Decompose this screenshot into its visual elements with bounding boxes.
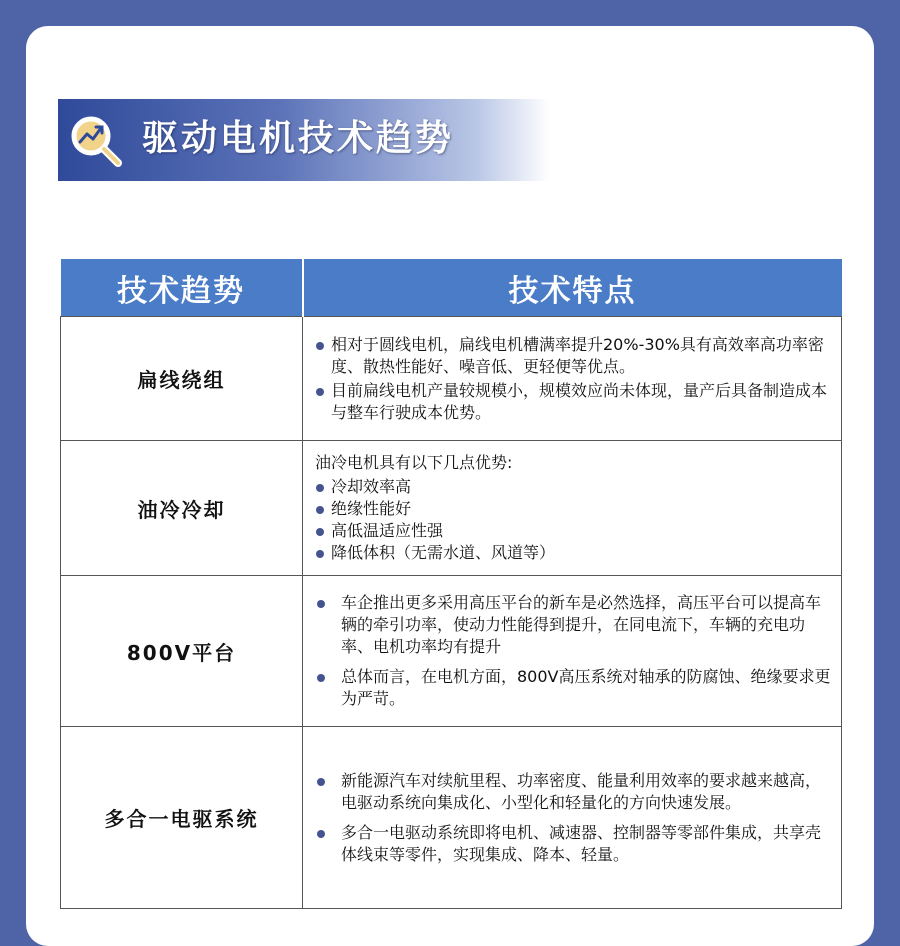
list-item: 绝缘性能好 [315,498,831,520]
trend-features [303,317,842,441]
table-row [61,441,842,576]
list-item: 新能源汽车对续航里程、功率密度、能量利用效率的要求越来越高，电驱动系统向集成化、小型化和轻量化的方向快速发展。 [315,770,831,814]
table-header-row [61,259,842,317]
title-banner [58,99,550,181]
trend-name: 扁线绕组 [61,317,303,441]
trend-table [60,259,842,909]
list-item: 降低体积（无需水道、风道等） [315,542,831,564]
trend-features [303,576,842,727]
table-row [61,317,842,441]
table-row [61,576,842,727]
table-row [61,727,842,909]
trend-features [303,727,842,909]
features-intro: 油冷电机具有以下几点优势: [315,453,513,472]
list-item: 相对于圆线电机，扁线电机槽满率提升20%-30%具有高效率高功率密度、散热性能好、噪音低、更轻便等优点。 [315,334,831,378]
trend-name: 多合一电驱系统 [61,727,303,909]
header-trend: 技术趋势 [61,259,303,317]
list-item: 冷却效率高 [315,476,831,498]
list-item: 多合一电驱动系统即将电机、减速器、控制器等零部件集成，共享壳体线束等零件，实现集成、降本、轻量。 [315,822,831,866]
trend-name: 800V平台 [61,576,303,727]
magnifier-chart-icon [66,111,126,171]
list-item: 总体而言，在电机方面，800V高压系统对轴承的防腐蚀、绝缘要求更为严苛。 [315,666,831,710]
list-item: 车企推出更多采用高压平台的新车是必然选择，高压平台可以提高车辆的牵引功率，使动力性能得到提升，在同电流下，车辆的充电功率、电机功率均有提升 [315,592,831,658]
trend-features [303,441,842,576]
list-item: 目前扁线电机产量较规模小，规模效应尚未体现，量产后具备制造成本与整车行驶成本优势。 [315,380,831,424]
header-features: 技术特点 [303,259,842,317]
page-title: 驱动电机技术趋势 [142,118,455,159]
trend-name: 油冷冷却 [61,441,303,576]
list-item: 高低温适应性强 [315,520,831,542]
